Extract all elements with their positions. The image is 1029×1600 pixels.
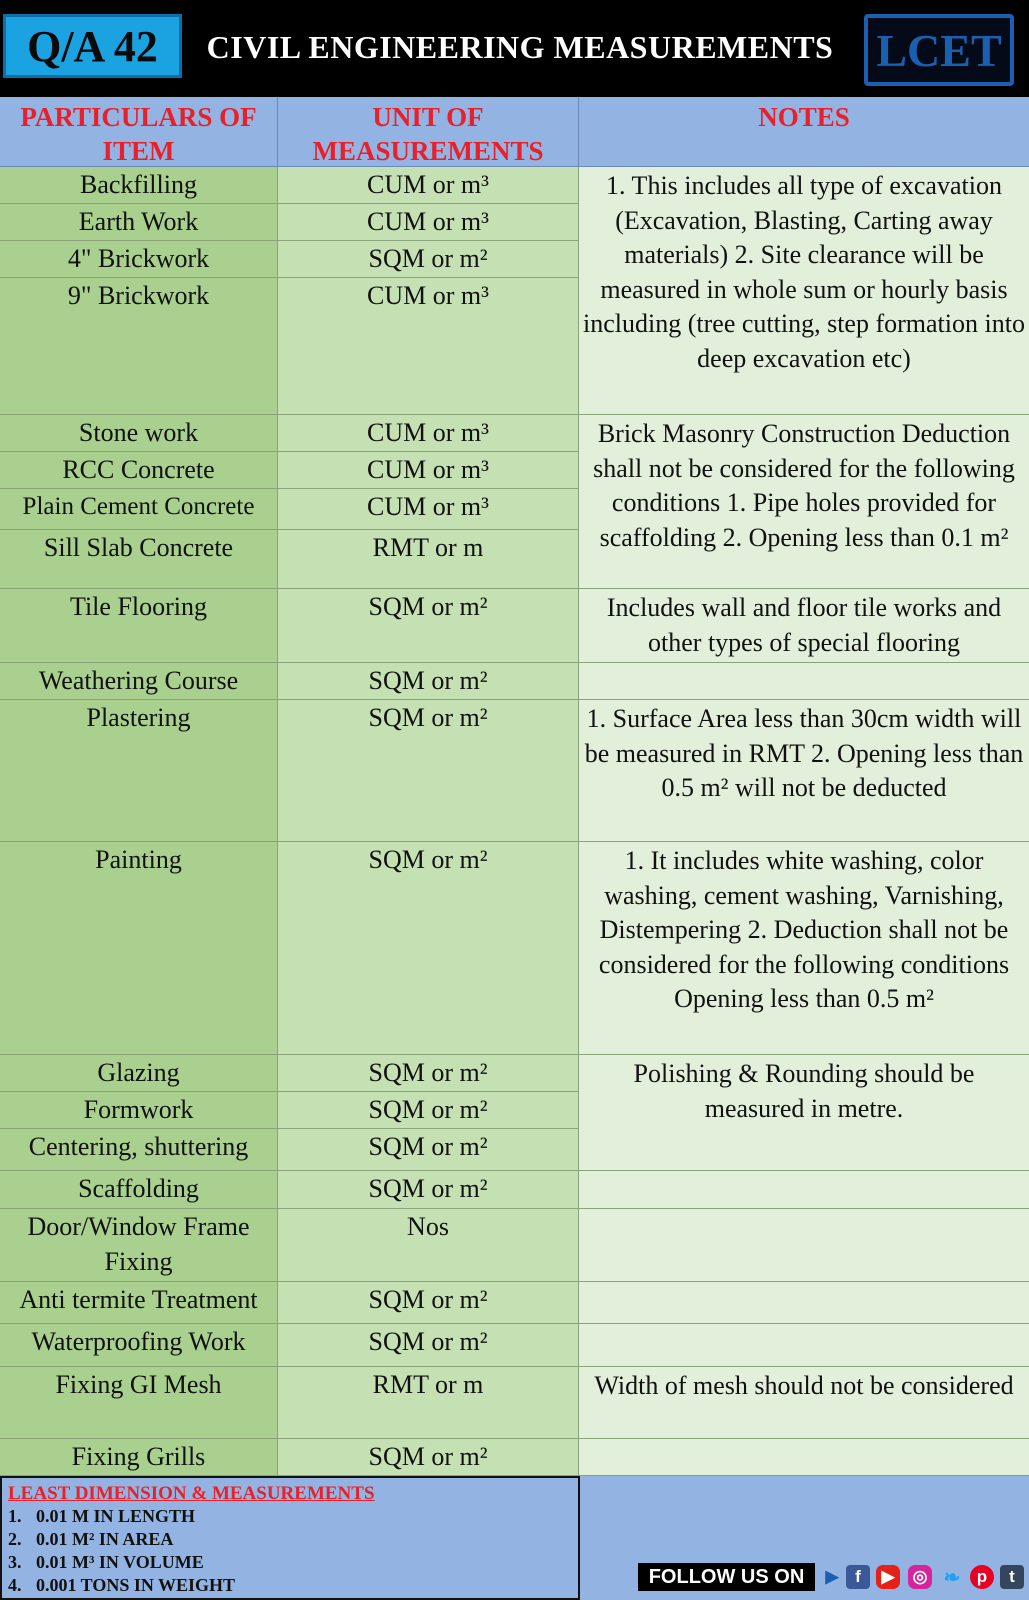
note-empty	[579, 1439, 1029, 1476]
item-cell: 4" Brickwork	[0, 241, 278, 278]
item-cell: Earth Work	[0, 204, 278, 241]
item-cell: Backfilling	[0, 167, 278, 204]
unit-cell: Nos	[278, 1209, 579, 1282]
unit-cell: CUM or m³	[278, 167, 579, 204]
item-cell: Door/Window Frame Fixing	[0, 1209, 278, 1282]
note-tile-flooring: Includes wall and floor tile works and other types of special flooring	[579, 589, 1029, 663]
instagram-icon[interactable]: ◎	[908, 1565, 932, 1589]
least-dimension-title: LEAST DIMENSION & MEASUREMENTS	[8, 1483, 375, 1504]
play-icon[interactable]: ▶	[825, 1567, 839, 1586]
col-header-notes: NOTES	[579, 97, 1029, 167]
unit-cell: SQM or m²	[278, 1439, 579, 1476]
unit-cell: SQM or m²	[278, 1092, 579, 1129]
follow-us-label: FOLLOW US ON	[638, 1563, 815, 1591]
unit-cell: RMT or m	[278, 530, 579, 589]
facebook-icon[interactable]: f	[846, 1565, 870, 1589]
unit-cell: SQM or m²	[278, 842, 579, 1055]
col-header-unit: UNIT OF MEASUREMENTS	[278, 97, 579, 167]
qa-badge: Q/A 42	[3, 14, 182, 78]
unit-cell: SQM or m²	[278, 241, 579, 278]
note-painting: 1. It includes white washing, color washing, cement washing, Varnishing, Distempering 2. Deduction shall not be considered for the following conditions Opening less than 0.5 m²	[579, 842, 1029, 1055]
unit-cell: CUM or m³	[278, 204, 579, 241]
note-empty	[579, 1209, 1029, 1282]
unit-cell: SQM or m²	[278, 1282, 579, 1324]
unit-cell: CUM or m³	[278, 489, 579, 530]
item-cell: Painting	[0, 842, 278, 1055]
least-item: 3. 0.01 M³ IN VOLUME	[8, 1552, 204, 1572]
item-cell: Formwork	[0, 1092, 278, 1129]
item-cell: Tile Flooring	[0, 589, 278, 663]
least-item: 2. 0.01 M² IN AREA	[8, 1529, 174, 1549]
note-plastering: 1. Surface Area less than 30cm width will be measured in RMT 2. Opening less than 0.5 m² will not be deducted	[579, 700, 1029, 842]
item-cell: Scaffolding	[0, 1171, 278, 1209]
unit-cell: RMT or m	[278, 1367, 579, 1439]
item-cell: Plastering	[0, 700, 278, 842]
item-cell: Waterproofing Work	[0, 1324, 278, 1367]
page-title: CIVIL ENGINEERING MEASUREMENTS	[206, 28, 834, 65]
unit-cell: SQM or m²	[278, 663, 579, 700]
item-cell: Weathering Course	[0, 663, 278, 700]
unit-cell: SQM or m²	[278, 589, 579, 663]
least-dimension-box	[0, 1476, 580, 1600]
note-empty	[579, 1282, 1029, 1324]
unit-cell: SQM or m²	[278, 1324, 579, 1367]
item-cell: Fixing GI Mesh	[0, 1367, 278, 1439]
unit-cell: SQM or m²	[278, 1129, 579, 1171]
tumblr-icon[interactable]: t	[1000, 1565, 1024, 1589]
least-item: 1. 0.01 M IN LENGTH	[8, 1506, 196, 1526]
note-empty	[579, 663, 1029, 700]
pinterest-icon[interactable]: p	[970, 1565, 994, 1589]
youtube-icon[interactable]: ▶	[876, 1565, 900, 1589]
note-gi-mesh: Width of mesh should not be considered	[579, 1367, 1029, 1439]
note-excavation: 1. This includes all type of excavation (Excavation, Blasting, Carting away materials) 2. Site clearance will be measured in whole sum or hourly basis including (tree cutting, step formation into deep excavation etc)	[579, 167, 1029, 415]
item-cell: Sill Slab Concrete	[0, 530, 278, 589]
unit-cell: SQM or m²	[278, 1055, 579, 1092]
lcet-logo: LCET	[864, 14, 1014, 86]
unit-cell: CUM or m³	[278, 278, 579, 415]
note-empty	[579, 1324, 1029, 1367]
item-cell: Fixing Grills	[0, 1439, 278, 1476]
unit-cell: SQM or m²	[278, 1171, 579, 1209]
item-cell: Anti termite Treatment	[0, 1282, 278, 1324]
unit-cell: CUM or m³	[278, 452, 579, 489]
note-empty	[579, 1171, 1029, 1209]
item-cell: 9" Brickwork	[0, 278, 278, 415]
item-cell: RCC Concrete	[0, 452, 278, 489]
least-item: 4. 0.001 TONS IN WEIGHT	[8, 1575, 236, 1595]
item-cell: Stone work	[0, 415, 278, 452]
col-header-item: PARTICULARS OF ITEM	[0, 97, 278, 167]
note-masonry: Brick Masonry Construction Deduction shall not be considered for the following conditions 1. Pipe holes provided for scaffolding 2. Opening less than 0.1 m²	[579, 415, 1029, 589]
twitter-icon[interactable]: ❧	[943, 1566, 961, 1589]
header-bar	[0, 0, 1029, 97]
item-cell: Plain Cement Concrete	[0, 489, 278, 530]
unit-cell: CUM or m³	[278, 415, 579, 452]
unit-cell: SQM or m²	[278, 700, 579, 842]
item-cell: Centering, shuttering	[0, 1129, 278, 1171]
item-cell: Glazing	[0, 1055, 278, 1092]
note-glazing: Polishing & Rounding should be measured in metre.	[579, 1055, 1029, 1171]
